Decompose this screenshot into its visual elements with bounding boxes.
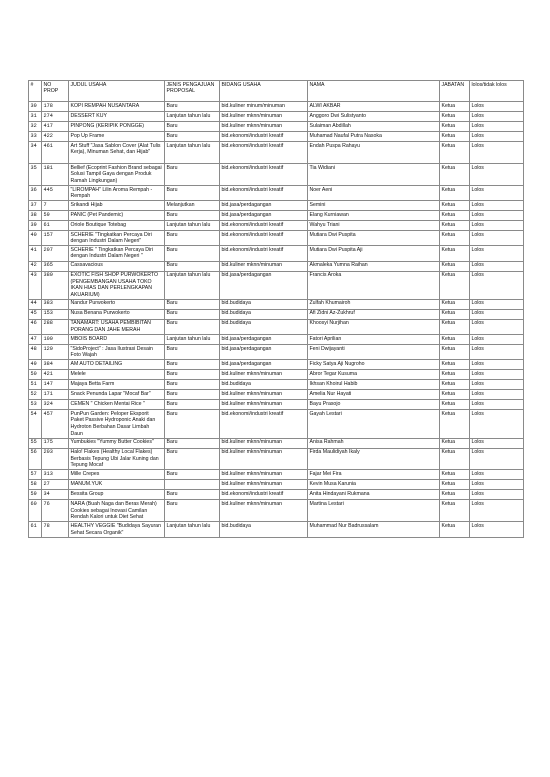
row-bidang-usaha: bid.kuliner mknn/minuman	[220, 438, 308, 448]
row-prop-number: 324	[42, 400, 69, 410]
row-status: Lolos	[470, 211, 524, 221]
row-index: 46	[29, 319, 42, 334]
row-judul-usaha: Mille Crepes	[69, 470, 165, 480]
row-index: 35	[29, 164, 42, 186]
row-nama: Anggoro Dwi Sulistyanto	[308, 112, 440, 122]
row-prop-number: 120	[42, 345, 69, 360]
row-jenis-pengajuan: Baru	[165, 132, 220, 142]
row-bidang-usaha: bid.ekonomi/industri kreatif	[220, 410, 308, 438]
table-row	[29, 309, 524, 319]
row-nama: Tia Widiani	[308, 164, 440, 186]
table-row	[29, 132, 524, 142]
row-jabatan: Ketua	[440, 438, 470, 448]
col-header-status: lolos/tidak lolos	[470, 81, 524, 102]
row-bidang-usaha: bid.kuliner mknn/minuman	[220, 400, 308, 410]
row-jenis-pengajuan: Baru	[165, 211, 220, 221]
row-judul-usaha: MANUM.YUK	[69, 480, 165, 490]
row-jabatan: Ketua	[440, 522, 470, 538]
row-index: 40	[29, 231, 42, 246]
row-judul-usaha: PunPun Garden: Peloper Eksporit Paket Passive Hydroponic Anaki dan Hydroton Berbahan Dasar Limbah Daun	[69, 410, 165, 438]
header-row	[29, 81, 524, 102]
row-status: Lolos	[470, 345, 524, 360]
row-nama: Kevin Musa Karunia	[308, 480, 440, 490]
row-jenis-pengajuan: Baru	[165, 438, 220, 448]
row-jenis-pengajuan: Baru	[165, 246, 220, 261]
row-index: 60	[29, 500, 42, 522]
row-judul-usaha: Oriole Boutique Totebag	[69, 221, 165, 231]
row-jenis-pengajuan: Melanjutkan	[165, 201, 220, 211]
row-index: 47	[29, 335, 42, 345]
row-index: 34	[29, 142, 42, 164]
row-prop-number: 78	[42, 522, 69, 538]
row-index: 31	[29, 112, 42, 122]
table-row	[29, 246, 524, 261]
row-bidang-usaha: bid.kuliner mknn/minuman	[220, 390, 308, 400]
row-bidang-usaha: bid.jasa/perdagangan	[220, 271, 308, 299]
table-row	[29, 345, 524, 360]
table-row	[29, 164, 524, 186]
row-jabatan: Ketua	[440, 410, 470, 438]
row-jabatan: Ketua	[440, 380, 470, 390]
row-jabatan: Ketua	[440, 211, 470, 221]
row-bidang-usaha: bid.kuliner mknn/minuman	[220, 112, 308, 122]
row-nama: Muhammad Nur Badrussalam	[308, 522, 440, 538]
row-jenis-pengajuan: Baru	[165, 470, 220, 480]
row-status: Lolos	[470, 299, 524, 309]
row-status: Lolos	[470, 438, 524, 448]
row-prop-number: 61	[42, 221, 69, 231]
row-judul-usaha: TANAMART: USAHA PEMBIBITAN PORANG DAN JAHE MERAH	[69, 319, 165, 334]
row-status: Lolos	[470, 500, 524, 522]
row-nama: Zulfah Khumairoh	[308, 299, 440, 309]
row-nama: Mutiara Dwi Puspita	[308, 231, 440, 246]
row-jabatan: Ketua	[440, 271, 470, 299]
row-index: 32	[29, 122, 42, 132]
table-row	[29, 522, 524, 538]
row-nama: Fatori Aprilian	[308, 335, 440, 345]
row-prop-number: 274	[42, 112, 69, 122]
col-header-index: #	[29, 81, 42, 102]
row-bidang-usaha: bid.kuliner mknn/minuman	[220, 261, 308, 271]
row-jenis-pengajuan: Baru	[165, 309, 220, 319]
row-nama: Anisa Rahmah	[308, 438, 440, 448]
row-prop-number: 383	[42, 299, 69, 309]
row-nama: Afi Zidni Az-Zukhruf	[308, 309, 440, 319]
row-jabatan: Ketua	[440, 132, 470, 142]
row-index: 30	[29, 102, 42, 112]
table-row	[29, 470, 524, 480]
row-jabatan: Ketua	[440, 201, 470, 211]
row-jabatan: Ketua	[440, 122, 470, 132]
row-bidang-usaha: bid.jasa/perdagangan	[220, 335, 308, 345]
row-status: Lolos	[470, 400, 524, 410]
row-status: Lolos	[470, 201, 524, 211]
row-bidang-usaha: bid.kuliner minum/minuman	[220, 102, 308, 112]
row-bidang-usaha: bid.budidaya	[220, 380, 308, 390]
row-jabatan: Ketua	[440, 309, 470, 319]
row-nama: Akmaleka Yumna Raihan	[308, 261, 440, 271]
row-jenis-pengajuan: Baru	[165, 102, 220, 112]
row-judul-usaha: Melele	[69, 370, 165, 380]
row-jenis-pengajuan: Lanjutan tahun lalu	[165, 522, 220, 538]
row-jabatan: Ketua	[440, 261, 470, 271]
row-status: Lolos	[470, 470, 524, 480]
row-bidang-usaha: bid.ekonomi/industri kreatif	[220, 246, 308, 261]
row-nama: Martina Lestari	[308, 500, 440, 522]
row-nama: Abror Tegar Kusuma	[308, 370, 440, 380]
row-jenis-pengajuan: Baru	[165, 390, 220, 400]
row-judul-usaha: "LIROMPAH" Lilin Aroma Rempah - Rempah	[69, 186, 165, 201]
row-jabatan: Ketua	[440, 500, 470, 522]
row-nama: Fajar Mei Fira	[308, 470, 440, 480]
row-judul-usaha: Cassavacious	[69, 261, 165, 271]
row-judul-usaha: Halo! Flakes (Healthy Local Flakes) Berbasis Tepung Ubi Jalar Kuning dan Tepung Mocaf	[69, 448, 165, 470]
row-index: 57	[29, 470, 42, 480]
row-status: Lolos	[470, 360, 524, 370]
table-row	[29, 380, 524, 390]
row-judul-usaha: EXOTIC FISH SHOP PURWOKERTO (PENGEMBANGAN USAHA TOKO IKAN HIAS DAN PERLENGKAPAN AKUARIUM)	[69, 271, 165, 299]
row-bidang-usaha: bid.kuliner mknn/minuman	[220, 370, 308, 380]
row-jabatan: Ketua	[440, 246, 470, 261]
row-prop-number: 34	[42, 490, 69, 500]
row-jabatan: Ketua	[440, 221, 470, 231]
row-status: Lolos	[470, 132, 524, 142]
row-index: 45	[29, 309, 42, 319]
row-judul-usaha: PANIC (Pet Pandemic)	[69, 211, 165, 221]
row-bidang-usaha: bid.budidaya	[220, 319, 308, 334]
row-prop-number: 27	[42, 480, 69, 490]
row-prop-number: 445	[42, 186, 69, 201]
row-prop-number: 461	[42, 142, 69, 164]
row-status: Lolos	[470, 102, 524, 112]
row-judul-usaha: SCHERIE "Tingkatkan Percaya Diri dengan Industri Dalam Negeri"	[69, 231, 165, 246]
row-bidang-usaha: bid.ekonomi/industri kreatif	[220, 490, 308, 500]
row-status: Lolos	[470, 390, 524, 400]
row-index: 55	[29, 438, 42, 448]
row-bidang-usaha: bid.ekonomi/industri kreatif	[220, 231, 308, 246]
row-index: 58	[29, 480, 42, 490]
row-nama: Bayu Prasojo	[308, 400, 440, 410]
table-row	[29, 231, 524, 246]
row-prop-number: 76	[42, 500, 69, 522]
row-judul-usaha: Snack Penunda Lapar "Mocaf Bar"	[69, 390, 165, 400]
row-index: 61	[29, 522, 42, 538]
row-status: Lolos	[470, 335, 524, 345]
row-jenis-pengajuan: Baru	[165, 261, 220, 271]
row-index: 51	[29, 380, 42, 390]
table-row	[29, 370, 524, 380]
row-nama: Khoosyi Nurjihan	[308, 319, 440, 334]
row-jabatan: Ketua	[440, 390, 470, 400]
row-jenis-pengajuan: Lanjutan tahun lalu	[165, 142, 220, 164]
row-status: Lolos	[470, 490, 524, 500]
row-jenis-pengajuan: Baru	[165, 400, 220, 410]
row-nama: Francis Aroka	[308, 271, 440, 299]
row-judul-usaha: Nusa Benana Purwokerto	[69, 309, 165, 319]
table-row	[29, 335, 524, 345]
row-index: 53	[29, 400, 42, 410]
row-status: Lolos	[470, 380, 524, 390]
row-judul-usaha: SCHERIE " Tingkatkan Percaya Diri dengan Industri Dalam Negeri "	[69, 246, 165, 261]
row-jabatan: Ketua	[440, 470, 470, 480]
table-row	[29, 448, 524, 470]
row-jenis-pengajuan: Baru	[165, 370, 220, 380]
row-index: 52	[29, 390, 42, 400]
row-jabatan: Ketua	[440, 345, 470, 360]
row-judul-usaha: DESSERT KUY	[69, 112, 165, 122]
table-row	[29, 201, 524, 211]
table-row	[29, 186, 524, 201]
row-bidang-usaha: bid.jasa/perdagangan	[220, 211, 308, 221]
row-index: 50	[29, 370, 42, 380]
row-bidang-usaha: bid.ekonomi/industri kreatif	[220, 221, 308, 231]
row-bidang-usaha: bid.jasa/perdagangan	[220, 345, 308, 360]
row-jabatan: Ketua	[440, 319, 470, 334]
row-prop-number: 203	[42, 448, 69, 470]
row-judul-usaha: Bessita Group	[69, 490, 165, 500]
table-row	[29, 438, 524, 448]
row-jenis-pengajuan: Baru	[165, 122, 220, 132]
row-status: Lolos	[470, 522, 524, 538]
row-prop-number: 457	[42, 410, 69, 438]
results-table	[28, 80, 524, 538]
row-index: 42	[29, 261, 42, 271]
row-jabatan: Ketua	[440, 480, 470, 490]
row-index: 44	[29, 299, 42, 309]
table-row	[29, 211, 524, 221]
row-status: Lolos	[470, 221, 524, 231]
row-jenis-pengajuan: Baru	[165, 231, 220, 246]
row-index: 54	[29, 410, 42, 438]
row-prop-number: 153	[42, 309, 69, 319]
row-bidang-usaha: bid.kuliner mknn/minuman	[220, 500, 308, 522]
row-jabatan: Ketua	[440, 335, 470, 345]
row-prop-number: 365	[42, 261, 69, 271]
row-prop-number: 288	[42, 319, 69, 334]
row-nama: ALWI AKBAR	[308, 102, 440, 112]
row-jabatan: Ketua	[440, 112, 470, 122]
row-index: 36	[29, 186, 42, 201]
col-header-bidang-usaha: BIDANG USAHA	[220, 81, 308, 102]
row-jenis-pengajuan: Baru	[165, 319, 220, 334]
row-status: Lolos	[470, 122, 524, 132]
row-jenis-pengajuan	[165, 480, 220, 490]
row-judul-usaha: Nandur Purwokerto	[69, 299, 165, 309]
row-jenis-pengajuan: Baru	[165, 299, 220, 309]
row-nama: Elang Kurniawan	[308, 211, 440, 221]
row-nama: Mutiara Dwi Puspita Aji	[308, 246, 440, 261]
table-row	[29, 142, 524, 164]
row-bidang-usaha: bid.ekonomi/industri kreatif	[220, 132, 308, 142]
table-row	[29, 410, 524, 438]
row-judul-usaha: NARA (Buah Naga dan Beras Merah) Cookies sebagai Inovasi Camilan Rendah Kalori untuk Diet Sehat	[69, 500, 165, 522]
row-jabatan: Ketua	[440, 102, 470, 112]
row-jabatan: Ketua	[440, 490, 470, 500]
row-status: Lolos	[470, 319, 524, 334]
row-index: 38	[29, 211, 42, 221]
row-prop-number: 384	[42, 360, 69, 370]
row-prop-number: 207	[42, 246, 69, 261]
row-prop-number: 422	[42, 132, 69, 142]
row-jenis-pengajuan: Baru	[165, 380, 220, 390]
row-jenis-pengajuan: Baru	[165, 360, 220, 370]
row-status: Lolos	[470, 410, 524, 438]
row-nama: Ficky Satya Aji Nugroho	[308, 360, 440, 370]
row-jabatan: Ketua	[440, 400, 470, 410]
row-jabatan: Ketua	[440, 231, 470, 246]
row-prop-number: 59	[42, 211, 69, 221]
row-bidang-usaha: bid.jasa/perdagangan	[220, 360, 308, 370]
row-nama: Anita Hindayani Rukmana	[308, 490, 440, 500]
row-nama: Feni Dwijayanti	[308, 345, 440, 360]
row-status: Lolos	[470, 448, 524, 470]
row-prop-number: 175	[42, 438, 69, 448]
row-status: Lolos	[470, 186, 524, 201]
table-row	[29, 400, 524, 410]
row-bidang-usaha: bid.budidaya	[220, 309, 308, 319]
row-index: 41	[29, 246, 42, 261]
row-nama: Gayah Lestari	[308, 410, 440, 438]
row-judul-usaha: Yumbukies "Yummy Butter Cookies"	[69, 438, 165, 448]
row-judul-usaha: Majaya Betta Farm	[69, 380, 165, 390]
row-nama: Sulaiman Abdillah	[308, 122, 440, 132]
row-status: Lolos	[470, 164, 524, 186]
row-jabatan: Ketua	[440, 164, 470, 186]
row-status: Lolos	[470, 112, 524, 122]
row-bidang-usaha: bid.kuliner mknn/minuman	[220, 480, 308, 490]
row-judul-usaha: Bellief (Ecoprint Fashion Brand sebagai Solusi Tampil Gaya dengan Produk Ramah Lingkungan)	[69, 164, 165, 186]
col-header-nama: NAMA	[308, 81, 440, 102]
row-status: Lolos	[470, 370, 524, 380]
row-nama: Firda Maulidiyah Ikaly	[308, 448, 440, 470]
row-judul-usaha: CEMEN " Chicken Mentai Rice "	[69, 400, 165, 410]
row-bidang-usaha: bid.ekonomi/industri kreatif	[220, 164, 308, 186]
row-nama: Muhamad Naufal Putra Nasoka	[308, 132, 440, 142]
row-nama: Ikhsan Khoirul Habib	[308, 380, 440, 390]
row-status: Lolos	[470, 309, 524, 319]
row-index: 56	[29, 448, 42, 470]
row-prop-number: 147	[42, 380, 69, 390]
row-bidang-usaha: bid.kuliner mknn/minuman	[220, 470, 308, 480]
row-jabatan: Ketua	[440, 299, 470, 309]
row-judul-usaha: Pop Up Frame	[69, 132, 165, 142]
row-status: Lolos	[470, 246, 524, 261]
col-header-no-prop: NO PROP	[42, 81, 69, 102]
table-row	[29, 299, 524, 309]
table-row	[29, 319, 524, 334]
col-header-jabatan: JABATAN	[440, 81, 470, 102]
row-judul-usaha: HEALTHY VEGGIE "Budidaya Sayuran Sehat Secara Organik"	[69, 522, 165, 538]
row-judul-usaha: Srikandi Hijab	[69, 201, 165, 211]
row-nama: Endah Puspa Rahayu	[308, 142, 440, 164]
row-index: 43	[29, 271, 42, 299]
table-row	[29, 490, 524, 500]
row-prop-number: 417	[42, 122, 69, 132]
row-jenis-pengajuan: Baru	[165, 490, 220, 500]
row-jenis-pengajuan: Baru	[165, 164, 220, 186]
row-prop-number: 178	[42, 102, 69, 112]
row-jabatan: Ketua	[440, 448, 470, 470]
row-nama: Noer Aeni	[308, 186, 440, 201]
table-row	[29, 112, 524, 122]
row-judul-usaha: KOPI REMPAH NUSANTARA	[69, 102, 165, 112]
row-index: 33	[29, 132, 42, 142]
row-status: Lolos	[470, 142, 524, 164]
row-bidang-usaha: bid.budidaya	[220, 299, 308, 309]
row-bidang-usaha: bid.ekonomi/industri kreatif	[220, 186, 308, 201]
row-prop-number: 181	[42, 164, 69, 186]
row-status: Lolos	[470, 480, 524, 490]
row-index: 49	[29, 360, 42, 370]
col-header-jenis-pengajuan: JENIS PENGAJUAN PROPOSAL	[165, 81, 220, 102]
row-index: 37	[29, 201, 42, 211]
row-bidang-usaha: bid.kuliner mknn/minuman	[220, 122, 308, 132]
row-bidang-usaha: bid.ekonomi/industri kreatif	[220, 142, 308, 164]
row-index: 48	[29, 345, 42, 360]
row-jabatan: Ketua	[440, 142, 470, 164]
row-index: 39	[29, 221, 42, 231]
row-prop-number: 7	[42, 201, 69, 211]
row-judul-usaha: PINPONG (KERIPIK PONGGE)	[69, 122, 165, 132]
row-bidang-usaha: bid.kuliner mknn/minuman	[220, 448, 308, 470]
row-index: 59	[29, 490, 42, 500]
col-header-judul-usaha: JUDUL USAHA	[69, 81, 165, 102]
table-row	[29, 360, 524, 370]
table-row	[29, 500, 524, 522]
row-judul-usaha: Art Stuff "Jasa Sablon Cover (Alat Tulis Kerja), Minuman Sehat, dan Hijab"	[69, 142, 165, 164]
row-nama: Wahyu Triani	[308, 221, 440, 231]
row-bidang-usaha: bid.budidaya	[220, 522, 308, 538]
row-nama: Amelia Nur Hayati	[308, 390, 440, 400]
row-prop-number: 380	[42, 271, 69, 299]
row-status: Lolos	[470, 231, 524, 246]
row-status: Lolos	[470, 261, 524, 271]
row-nama: Semini	[308, 201, 440, 211]
row-prop-number: 421	[42, 370, 69, 380]
table-row	[29, 122, 524, 132]
row-jenis-pengajuan: Lanjutan tahun lalu	[165, 221, 220, 231]
row-jabatan: Ketua	[440, 370, 470, 380]
table-row	[29, 102, 524, 112]
table-row	[29, 261, 524, 271]
row-bidang-usaha: bid.jasa/perdagangan	[220, 201, 308, 211]
row-jenis-pengajuan: Baru	[165, 500, 220, 522]
row-judul-usaha: MBOIS BOARD	[69, 335, 165, 345]
table-body	[29, 102, 524, 538]
table-row	[29, 480, 524, 490]
table-row	[29, 390, 524, 400]
row-prop-number: 157	[42, 231, 69, 246]
table-row	[29, 271, 524, 299]
row-jenis-pengajuan: Baru	[165, 186, 220, 201]
row-status: Lolos	[470, 271, 524, 299]
row-jenis-pengajuan: Baru	[165, 345, 220, 360]
row-judul-usaha: AM AUTO DETAILING	[69, 360, 165, 370]
row-jenis-pengajuan: Lanjutan tahun lalu	[165, 271, 220, 299]
row-prop-number: 100	[42, 335, 69, 345]
row-jenis-pengajuan: Baru	[165, 448, 220, 470]
row-prop-number: 171	[42, 390, 69, 400]
row-jabatan: Ketua	[440, 360, 470, 370]
row-judul-usaha: "SidoProject" : Jasa Ilustrasi Desain Foto Wajah	[69, 345, 165, 360]
row-jenis-pengajuan: Lanjutan tahun lalu	[165, 335, 220, 345]
row-jenis-pengajuan: Lanjutan tahun lalu	[165, 112, 220, 122]
row-jabatan: Ketua	[440, 186, 470, 201]
row-jenis-pengajuan: Baru	[165, 410, 220, 438]
table-row	[29, 221, 524, 231]
row-prop-number: 313	[42, 470, 69, 480]
